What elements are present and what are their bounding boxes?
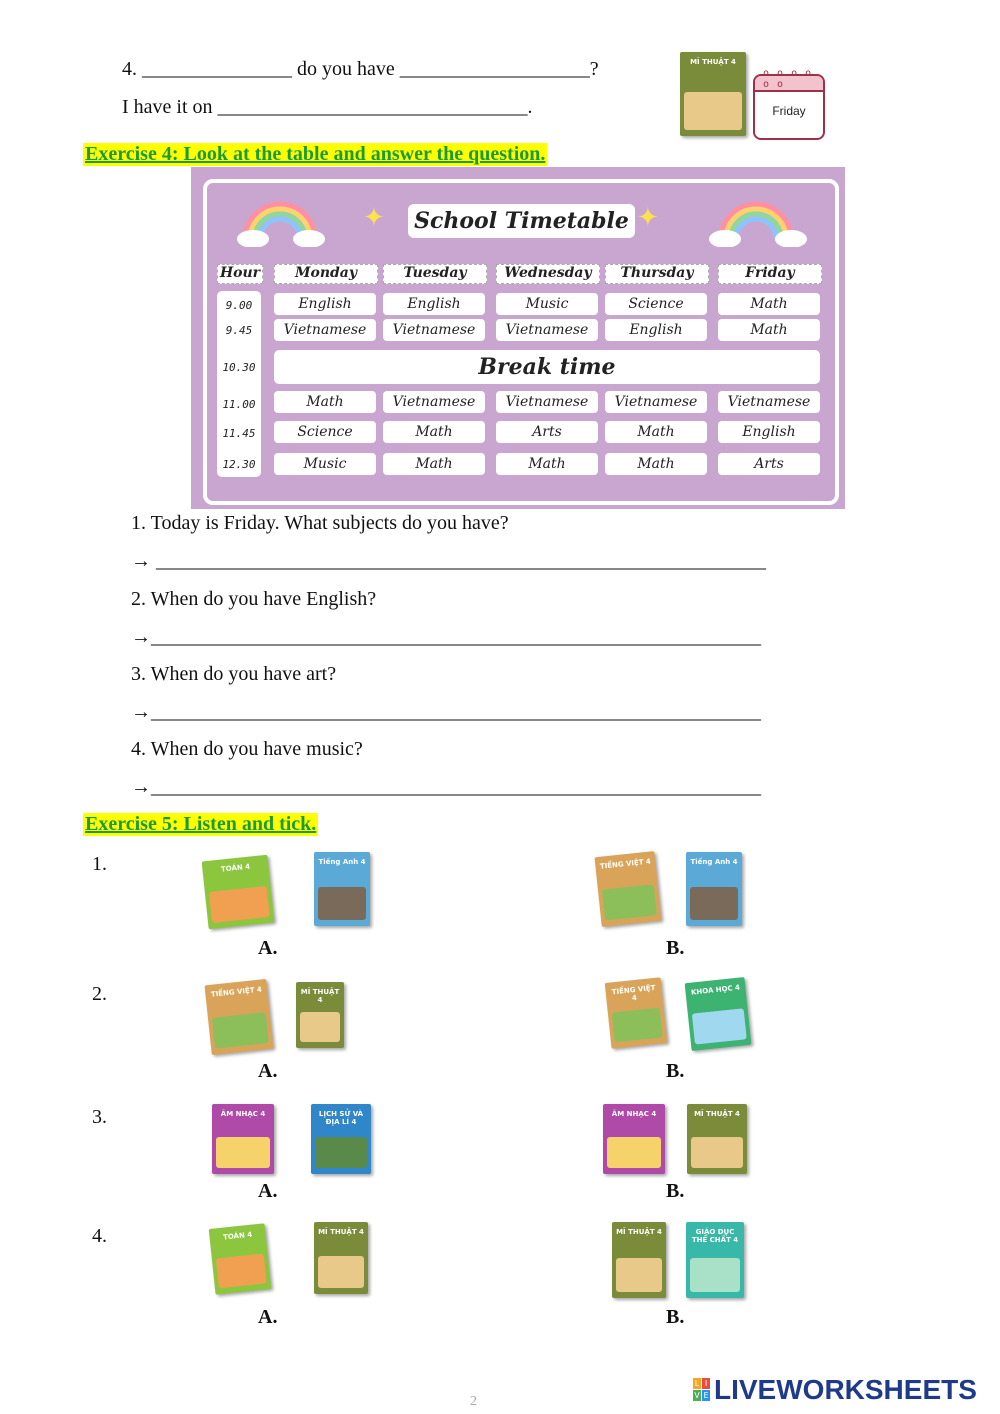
option-a-label[interactable]: A. [258, 1180, 278, 1202]
sparkle-right-icon: ✦ [637, 203, 659, 232]
question-2: 2. When do you have English? [131, 588, 377, 610]
option-a-label[interactable]: A. [258, 1060, 278, 1082]
hour-cell: 9.45 [225, 324, 253, 337]
break-time-banner: Break time [274, 350, 820, 384]
book-title: Tiếng Anh 4 [690, 858, 738, 866]
liveworksheets-brand[interactable]: LIVEWORKSHEETS [714, 1374, 977, 1405]
page-number: 2 [470, 1394, 477, 1409]
book-title: ÂM NHẠC 4 [611, 1110, 657, 1118]
book-image [603, 1104, 665, 1174]
calendar-label: Friday [772, 104, 806, 118]
day-header-friday: Friday [718, 264, 822, 284]
subject-cell: Vietnamese [605, 391, 707, 413]
answer-line-1[interactable]: → _____________________________________________________________ [131, 550, 766, 572]
book-image [202, 855, 275, 930]
subject-cell: Music [496, 293, 598, 315]
subject-cell: English [383, 293, 485, 315]
subject-cell: Vietnamese [496, 391, 598, 413]
rainbow-right-icon [701, 195, 811, 247]
subject-cell: Vietnamese [383, 391, 485, 413]
book-title: TIẾNG VIỆT 4 [599, 857, 652, 871]
book-image [311, 1104, 371, 1174]
book-title: LỊCH SỬ VÀ ĐỊA LÍ 4 [318, 1110, 364, 1126]
day-header-monday: Monday [274, 264, 378, 284]
day-header-tuesday: Tuesday [383, 264, 487, 284]
subject-cell: Math [605, 421, 707, 443]
subject-cell: Arts [496, 421, 598, 443]
subject-cell: English [274, 293, 376, 315]
book-image [595, 851, 662, 927]
book-image [212, 1104, 274, 1174]
hour-cell: 12.30 [222, 458, 256, 471]
subject-cell: Math [274, 391, 376, 413]
hour-column [217, 291, 261, 477]
timetable-title: School Timetable [408, 204, 635, 238]
book-image [612, 1222, 666, 1298]
hour-cell: 11.00 [222, 398, 256, 411]
book-title: TOÁN 4 [220, 862, 251, 874]
subject-cell: Vietnamese [274, 319, 376, 341]
book-title: ÂM NHẠC 4 [220, 1110, 266, 1118]
art-book-title: MĨ THUẬT 4 [690, 58, 736, 66]
subject-cell: Vietnamese [718, 391, 820, 413]
option-b-label[interactable]: B. [666, 1306, 685, 1328]
option-a-label[interactable]: A. [258, 1306, 278, 1328]
answer-line-4[interactable]: →_____________________________________________________________ [131, 776, 761, 798]
exercise5-title: Exercise 5: Listen and tick. [85, 813, 317, 835]
question-1: 1. Today is Friday. What subjects do you have? [131, 512, 509, 534]
answer-line-2[interactable]: →_____________________________________________________________ [131, 626, 761, 648]
book-title: KHOA HỌC 4 [690, 983, 741, 997]
book-image [686, 852, 742, 926]
book-title: MĨ THUẬT 4 [694, 1110, 740, 1118]
book-image [209, 1223, 272, 1294]
item-number: 3. [92, 1106, 107, 1128]
book-image [314, 852, 370, 926]
question-4: 4. When do you have music? [131, 738, 363, 760]
book-title: MĨ THUẬT 4 [616, 1228, 662, 1236]
subject-cell: Math [383, 421, 485, 443]
book-image [687, 1104, 747, 1174]
subject-cell: Math [605, 453, 707, 475]
subject-cell: Math [718, 293, 820, 315]
book-image [686, 1222, 744, 1298]
day-header-thursday: Thursday [605, 264, 709, 284]
subject-cell: Science [605, 293, 707, 315]
hour-cell: 9.00 [225, 299, 253, 312]
book-image [314, 1222, 368, 1294]
book-image [296, 982, 344, 1048]
option-b-label[interactable]: B. [666, 1060, 685, 1082]
option-b-label[interactable]: B. [666, 1180, 685, 1202]
q4-line1: 4. _______________ do you have ___________________? [122, 58, 599, 80]
book-title: TIẾNG VIỆT 4 [210, 985, 263, 999]
q4-line2: I have it on _______________________________. [122, 96, 533, 118]
item-number: 2. [92, 983, 107, 1005]
subject-cell: English [605, 319, 707, 341]
question-3: 3. When do you have art? [131, 663, 337, 685]
subject-cell: Math [718, 319, 820, 341]
item-number: 1. [92, 853, 107, 875]
art-book-image [680, 52, 746, 136]
item-number: 4. [92, 1225, 107, 1247]
book-title: MĨ THUẬT 4 [318, 1228, 364, 1236]
exercise4-title: Exercise 4: Look at the table and answer the question. [85, 143, 546, 165]
subject-cell: English [718, 421, 820, 443]
option-a-label[interactable]: A. [258, 937, 278, 959]
sparkle-left-icon: ✦ [363, 203, 385, 232]
subject-cell: Math [496, 453, 598, 475]
hour-cell: 10.30 [222, 361, 256, 374]
subject-cell: Music [274, 453, 376, 475]
school-timetable [191, 167, 845, 509]
book-image [685, 977, 752, 1051]
subject-cell: Vietnamese [383, 319, 485, 341]
book-illustration [684, 92, 742, 130]
day-header-wednesday: Wednesday [496, 264, 600, 284]
liveworksheets-logo-icon: L I V E [694, 1379, 709, 1400]
book-image [605, 977, 668, 1048]
book-title: GIÁO DỤC THỂ CHẤT 4 [691, 1228, 739, 1244]
rainbow-left-icon [235, 195, 325, 247]
subject-cell: Science [274, 421, 376, 443]
calendar-icon: o o o o o o Friday [753, 74, 825, 140]
subject-cell: Math [383, 453, 485, 475]
answer-line-3[interactable]: →_____________________________________________________________ [131, 701, 761, 723]
book-title: Tiếng Anh 4 [318, 858, 366, 866]
book-image [205, 979, 274, 1055]
option-b-label[interactable]: B. [666, 937, 685, 959]
book-title: MĨ THUẬT 4 [300, 988, 340, 1004]
hour-header: Hour [217, 264, 263, 284]
book-title: TIẾNG VIỆT 4 [611, 983, 656, 1003]
subject-cell: Vietnamese [496, 319, 598, 341]
book-title: TOÁN 4 [222, 1230, 253, 1242]
subject-cell: Arts [718, 453, 820, 475]
hour-cell: 11.45 [222, 427, 256, 440]
